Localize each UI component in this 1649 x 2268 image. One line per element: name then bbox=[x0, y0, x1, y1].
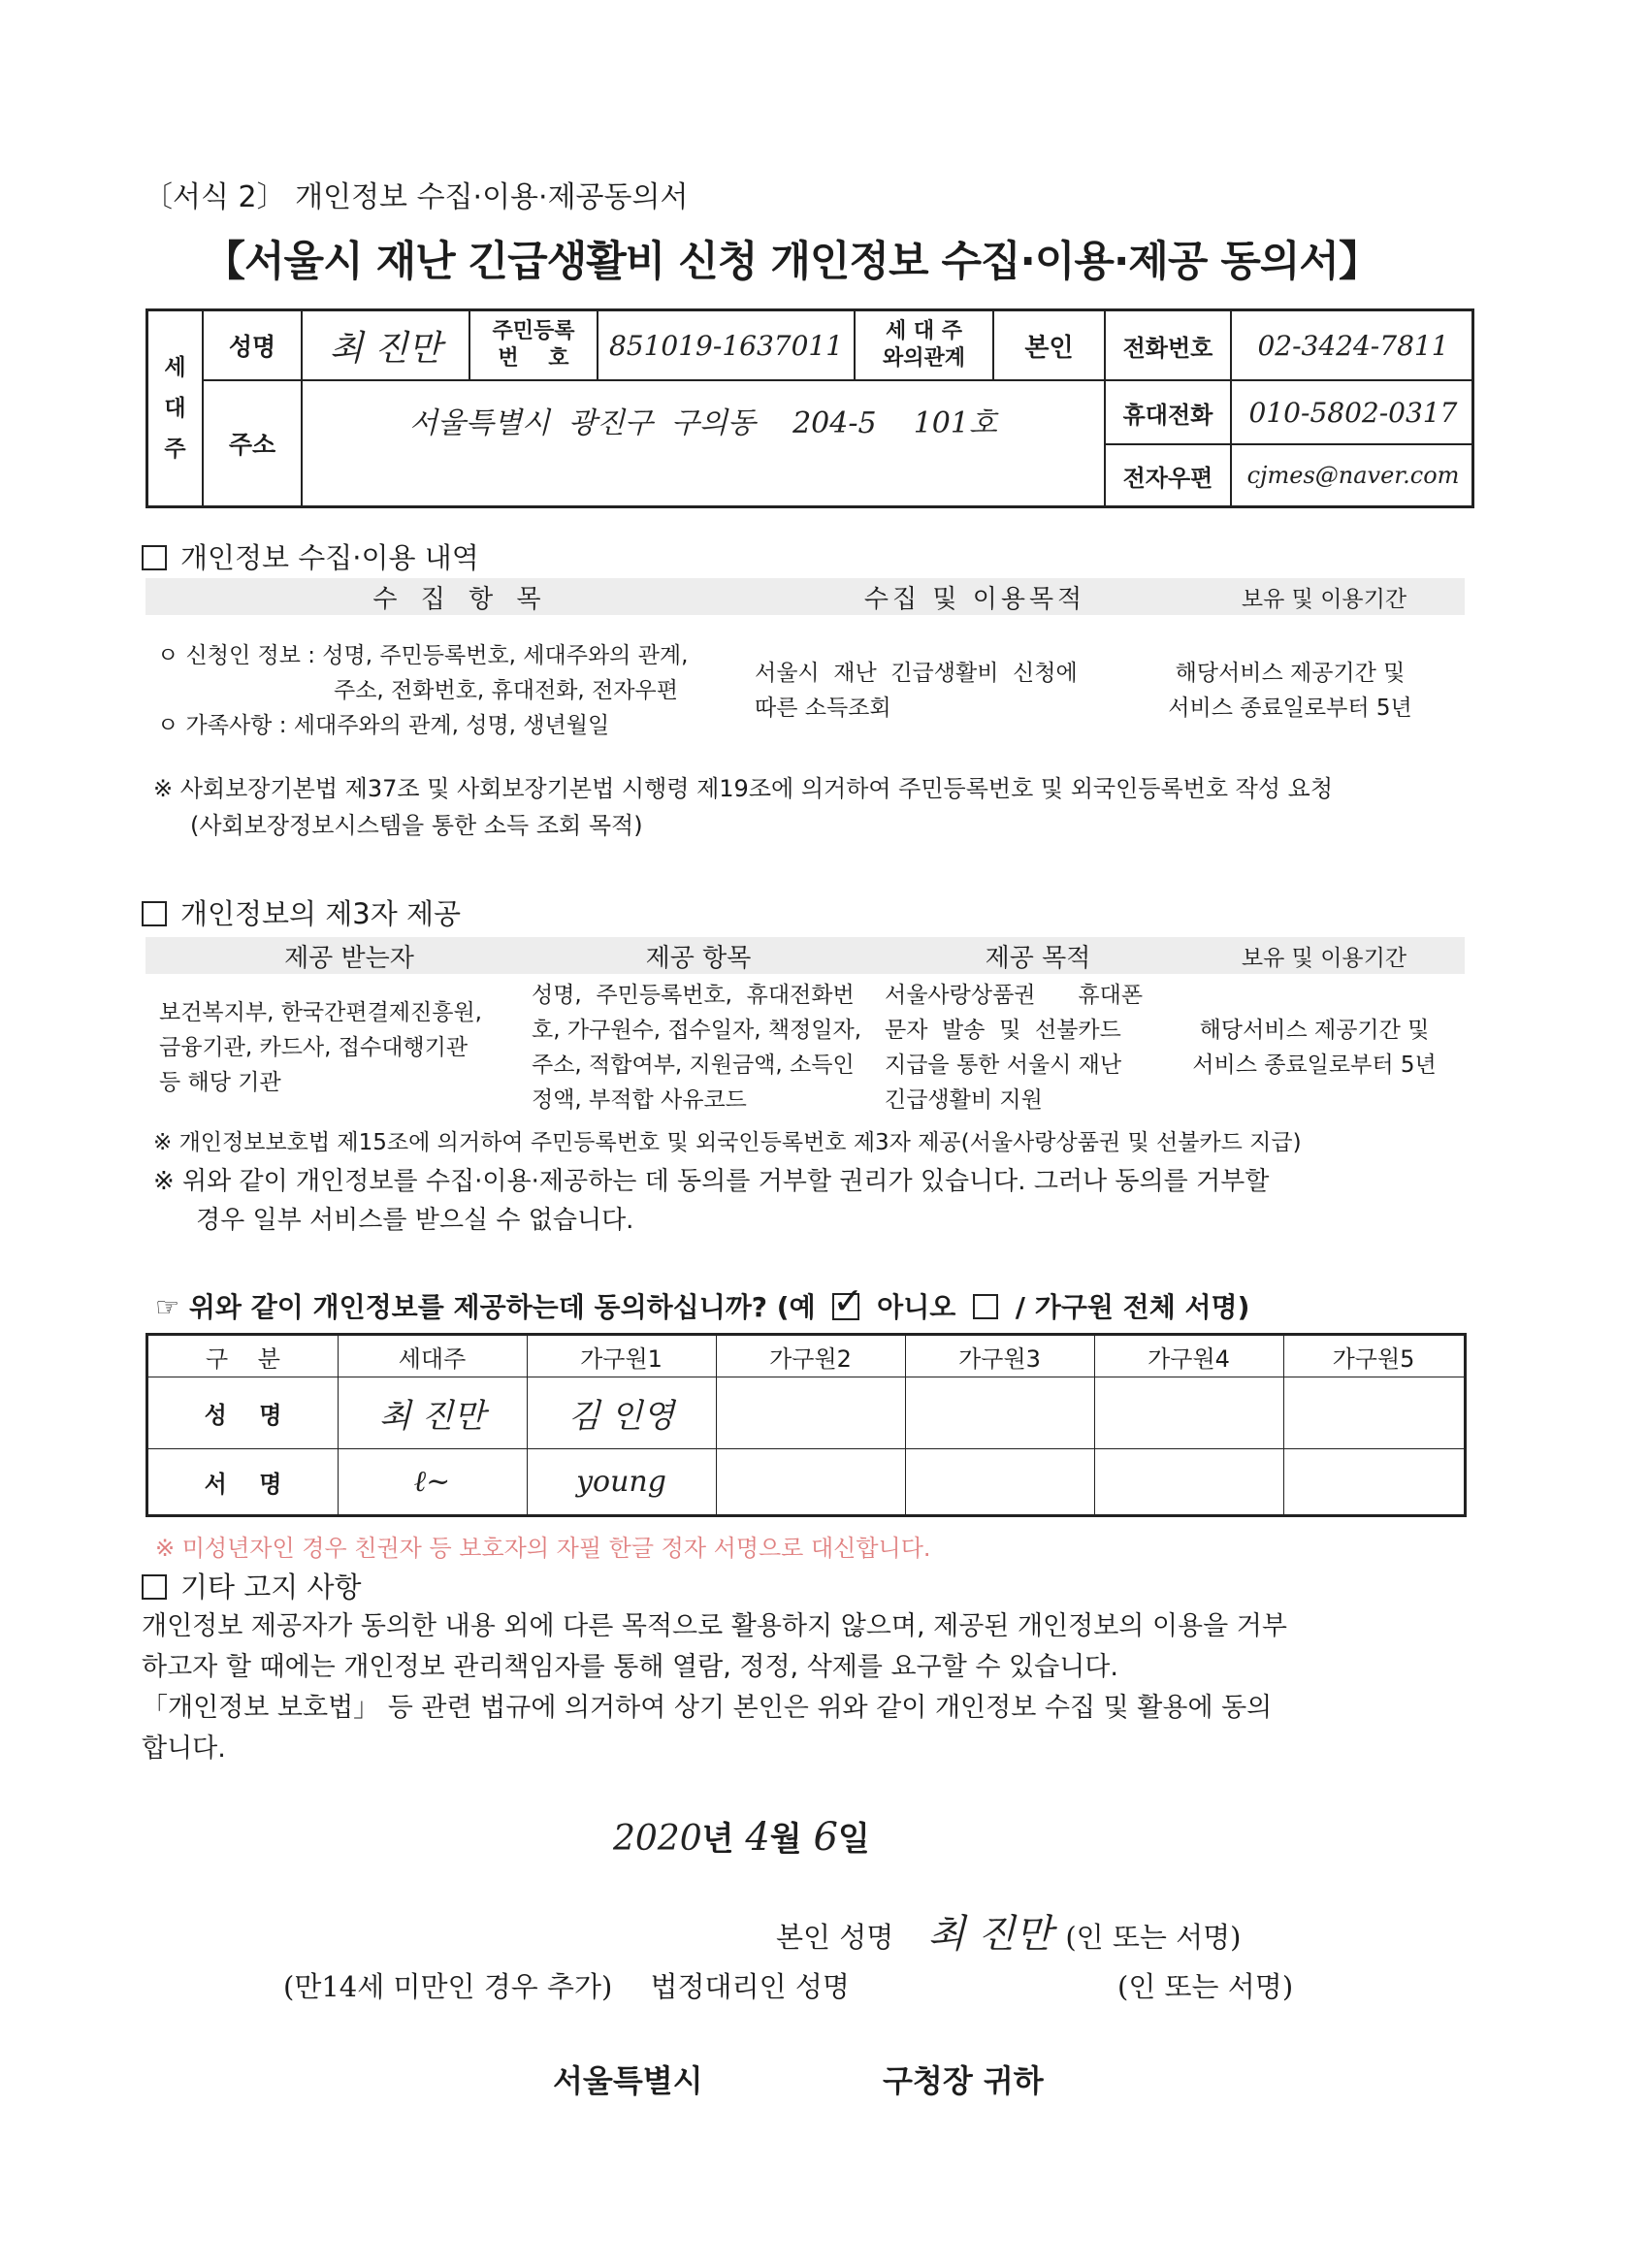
third-party-notes bbox=[153, 1123, 1492, 1240]
consent-question bbox=[155, 1280, 1250, 1325]
collection-note-line-1: ※ 사회보장기본법 제37조 및 사회보장기본법 시행령 제19조에 의거하여 주민등록번호 및 외국인등록번호 작성 요청 bbox=[153, 775, 1334, 802]
rrn-label-line-2: 번 호 bbox=[498, 346, 569, 371]
date-year-unit: 년 bbox=[701, 1820, 734, 1859]
third-party-note-3: 경우 일부 서비스를 받으실 수 없습니다. bbox=[196, 1206, 634, 1235]
collection-note bbox=[153, 770, 1482, 844]
date-year: 2020 bbox=[613, 1819, 702, 1859]
member-sign-householder: ℓ~ bbox=[413, 1465, 451, 1499]
rrn-label bbox=[470, 311, 597, 379]
addressee-city: 서울특별시 bbox=[553, 2062, 703, 2099]
collection-purpose-line-2: 따른 소득조회 bbox=[755, 696, 891, 721]
third-party-header-bar bbox=[146, 937, 1465, 974]
self-seal-note: (인 또는 서명) bbox=[1065, 1921, 1242, 1954]
consent-no-checkbox[interactable] bbox=[973, 1294, 998, 1319]
self-name-label: 본인 성명 bbox=[776, 1921, 894, 1954]
notice-line-1: 개인정보 제공자가 동의한 내용 외에 다른 목적으로 활용하지 않으며, 제공된 개인정보의 이용을 거부 bbox=[142, 1611, 1287, 1641]
provided-purpose-line-4: 긴급생활비 지원 bbox=[885, 1087, 1043, 1113]
member-name-5 bbox=[1283, 1377, 1464, 1448]
phone-label: 전화번호 bbox=[1122, 334, 1213, 362]
guardian-signature-line bbox=[283, 1965, 850, 2005]
name-label: 성명 bbox=[228, 333, 276, 361]
consent-no-label: 아니오 bbox=[877, 1291, 956, 1323]
collection-purpose-line-1: 서울시 재난 긴급생활비 신청에 bbox=[755, 661, 1078, 686]
third-party-period bbox=[1164, 1013, 1465, 1083]
third-party-note-2: ※ 위와 같이 개인정보를 수집·이용·제공하는 데 동의를 거부할 권리가 있습니다. 그러나 동의를 거부할 bbox=[153, 1167, 1270, 1196]
member-name-2 bbox=[716, 1377, 905, 1448]
form-label: 〔서식 2〕 개인정보 수집·이용·제공동의서 bbox=[144, 180, 689, 214]
address-value: 서울특별시 광진구 구의동 204-5 101호 bbox=[409, 406, 997, 440]
third-party-header-purpose: 제공 목적 bbox=[985, 943, 1091, 973]
household-members-table bbox=[146, 1333, 1467, 1517]
other-section-title bbox=[142, 1566, 362, 1605]
signature-date bbox=[613, 1812, 870, 1860]
members-header-member-4: 가구원4 bbox=[1148, 1345, 1230, 1373]
date-month-unit: 월 bbox=[769, 1820, 802, 1859]
phone-value: 02-3424-7811 bbox=[1257, 329, 1449, 362]
collection-header-items: 수 집 항 목 bbox=[372, 584, 549, 614]
relation-label-line-1: 세 대 주 bbox=[885, 319, 963, 343]
self-signature-line bbox=[776, 1903, 1242, 1959]
document-title: 【서울시 재난 긴급생활비 신청 개인정보 수집·이용·제공 동의서】 bbox=[204, 238, 1379, 286]
third-party-title-text: 개인정보의 제3자 제공 bbox=[180, 897, 462, 930]
section-checkbox-icon bbox=[142, 545, 167, 570]
relation-label bbox=[856, 311, 992, 379]
householder-table bbox=[146, 308, 1474, 508]
notice-line-2: 하고자 할 때에는 개인정보 관리책임자를 통해 열람, 정정, 삭제를 요구할 수 있습니다. bbox=[142, 1652, 1118, 1682]
provided-purpose-line-2: 문자 발송 및 선불카드 bbox=[885, 1018, 1121, 1043]
member-sign-1: young bbox=[576, 1465, 666, 1499]
side-char-2: 대 bbox=[164, 396, 186, 421]
third-party-items bbox=[532, 978, 881, 1118]
consent-yes-checkbox[interactable] bbox=[832, 1280, 864, 1322]
provided-purpose-line-3: 지급을 통한 서울시 재난 bbox=[885, 1053, 1122, 1078]
collection-header-purpose: 수집 및 이용목적 bbox=[863, 584, 1086, 614]
third-party-purpose bbox=[885, 978, 1176, 1118]
email-value: cjmes@naver.com bbox=[1246, 462, 1460, 489]
collection-period-line-2: 서비스 종료일로부터 5년 bbox=[1168, 696, 1412, 721]
provided-item-line-3: 주소, 적합여부, 지원금액, 소득인 bbox=[532, 1053, 855, 1078]
collection-note-line-2: (사회보장정보시스템을 통한 소득 조회 목적) bbox=[190, 812, 643, 839]
provided-item-line-4: 정액, 부적합 사유코드 bbox=[532, 1087, 747, 1113]
provided-period-line-1: 해당서비스 제공기간 및 bbox=[1199, 1018, 1430, 1043]
minor-condition-note: (만14세 미만인 경우 추가) bbox=[283, 1970, 613, 2003]
members-row-name-label: 성 명 bbox=[204, 1402, 282, 1429]
mobile-label: 휴대전화 bbox=[1122, 401, 1213, 429]
collection-period bbox=[1135, 656, 1445, 726]
guardian-seal-note: (인 또는 서명) bbox=[1117, 1970, 1294, 2003]
recipient-line-2: 금융기관, 카드사, 접수대행기관 bbox=[159, 1035, 469, 1060]
address-label: 주소 bbox=[228, 431, 276, 459]
third-party-header-items: 제공 항목 bbox=[645, 943, 752, 973]
guardian-name-label: 법정대리인 성명 bbox=[650, 1970, 850, 2003]
date-month: 4 bbox=[745, 1815, 770, 1860]
rrn-label-line-1: 주민등록 bbox=[492, 319, 575, 343]
member-sign-3 bbox=[905, 1449, 1094, 1514]
member-name-1: 김 인영 bbox=[567, 1397, 675, 1436]
member-name-householder: 최 진만 bbox=[378, 1397, 486, 1436]
third-party-recipients bbox=[159, 995, 528, 1100]
provided-period-line-2: 서비스 종료일로부터 5년 bbox=[1192, 1053, 1437, 1078]
collection-item-applicant-cont: 주소, 전화번호, 휴대전화, 전자우편 bbox=[334, 678, 678, 703]
members-header-category: 구 분 bbox=[206, 1345, 280, 1373]
relation-value: 본인 bbox=[1024, 333, 1074, 363]
side-char-1: 세 bbox=[164, 355, 186, 380]
rrn-value: 851019-1637011 bbox=[608, 329, 844, 362]
email-label: 전자우편 bbox=[1122, 464, 1213, 492]
provided-item-line-1: 성명, 주민등록번호, 휴대전화번 bbox=[532, 983, 855, 1008]
relation-label-line-2: 와의관계 bbox=[882, 346, 965, 371]
minor-note: ※ 미성년자인 경우 친권자 등 보호자의 자필 한글 정자 서명으로 대신합니다. bbox=[155, 1535, 931, 1562]
section-checkbox-icon bbox=[142, 901, 167, 926]
side-char-3: 주 bbox=[164, 437, 186, 462]
member-sign-2 bbox=[716, 1449, 905, 1514]
members-header-member-5: 가구원5 bbox=[1332, 1345, 1415, 1373]
members-row-sign-label: 서 명 bbox=[204, 1471, 282, 1498]
third-party-note-1: ※ 개인정보보호법 제15조에 의거하여 주민등록번호 및 외국인등록번호 제3자 제공(서울사랑상품권 및 선불카드 지급) bbox=[153, 1130, 1302, 1155]
members-header-householder: 세대주 bbox=[398, 1345, 467, 1373]
collection-purpose bbox=[755, 656, 1162, 726]
section-checkbox-icon bbox=[142, 1574, 167, 1600]
members-header-member-3: 가구원3 bbox=[958, 1345, 1041, 1373]
collection-header-period: 보유 및 이용기간 bbox=[1241, 586, 1407, 612]
other-notice-body bbox=[142, 1606, 1480, 1769]
date-day-unit: 일 bbox=[837, 1820, 870, 1859]
name-value: 최 진만 bbox=[329, 328, 442, 369]
mobile-value: 010-5802-0317 bbox=[1248, 396, 1458, 429]
third-party-header-recipient: 제공 받는자 bbox=[284, 943, 414, 973]
collection-section-title bbox=[142, 536, 479, 576]
provided-purpose-line-1: 서울사랑상품권 휴대폰 bbox=[885, 983, 1144, 1008]
collection-item-family: ㅇ 가족사항 : 세대주와의 관계, 성명, 생년월일 bbox=[157, 713, 610, 738]
consent-yes-check-icon: ✓ bbox=[832, 1280, 864, 1322]
collection-header-bar bbox=[146, 578, 1465, 615]
collection-title-text: 개인정보 수집·이용 내역 bbox=[180, 541, 479, 574]
date-day: 6 bbox=[813, 1815, 838, 1860]
third-party-header-period: 보유 및 이용기간 bbox=[1241, 945, 1407, 971]
member-sign-5 bbox=[1283, 1449, 1464, 1514]
notice-line-3: 「개인정보 보호법」 등 관련 법규에 의거하여 상기 본인은 위와 같이 개인정보 수집 및 활용에 동의 bbox=[142, 1693, 1273, 1723]
notice-line-4: 합니다. bbox=[142, 1733, 226, 1764]
members-header-member-1: 가구원1 bbox=[580, 1345, 663, 1373]
collection-period-line-1: 해당서비스 제공기간 및 bbox=[1175, 661, 1406, 686]
householder-side-label bbox=[148, 311, 202, 505]
member-sign-4 bbox=[1094, 1449, 1283, 1514]
provided-item-line-2: 호, 가구원수, 접수일자, 책정일자, bbox=[532, 1018, 862, 1043]
members-header-member-2: 가구원2 bbox=[769, 1345, 852, 1373]
consent-question-text: ☞ 위와 같이 개인정보를 제공하는데 동의하십니까? (예 bbox=[155, 1291, 816, 1323]
recipient-line-3: 등 해당 기관 bbox=[159, 1070, 281, 1095]
third-party-section-title bbox=[142, 892, 461, 932]
collection-items bbox=[157, 638, 759, 743]
recipient-line-1: 보건복지부, 한국간편결제진흥원, bbox=[159, 1000, 482, 1025]
member-name-4 bbox=[1094, 1377, 1283, 1448]
consent-tail-text: / 가구원 전체 서명) bbox=[1015, 1291, 1250, 1323]
other-title-text: 기타 고지 사항 bbox=[180, 1571, 362, 1604]
collection-item-applicant: ㅇ 신청인 정보 : 성명, 주민등록번호, 세대주와의 관계, bbox=[157, 643, 689, 668]
self-name-value: 최 진만 bbox=[927, 1912, 1053, 1957]
addressee-office: 구청장 귀하 bbox=[883, 2062, 1044, 2099]
member-name-3 bbox=[905, 1377, 1094, 1448]
